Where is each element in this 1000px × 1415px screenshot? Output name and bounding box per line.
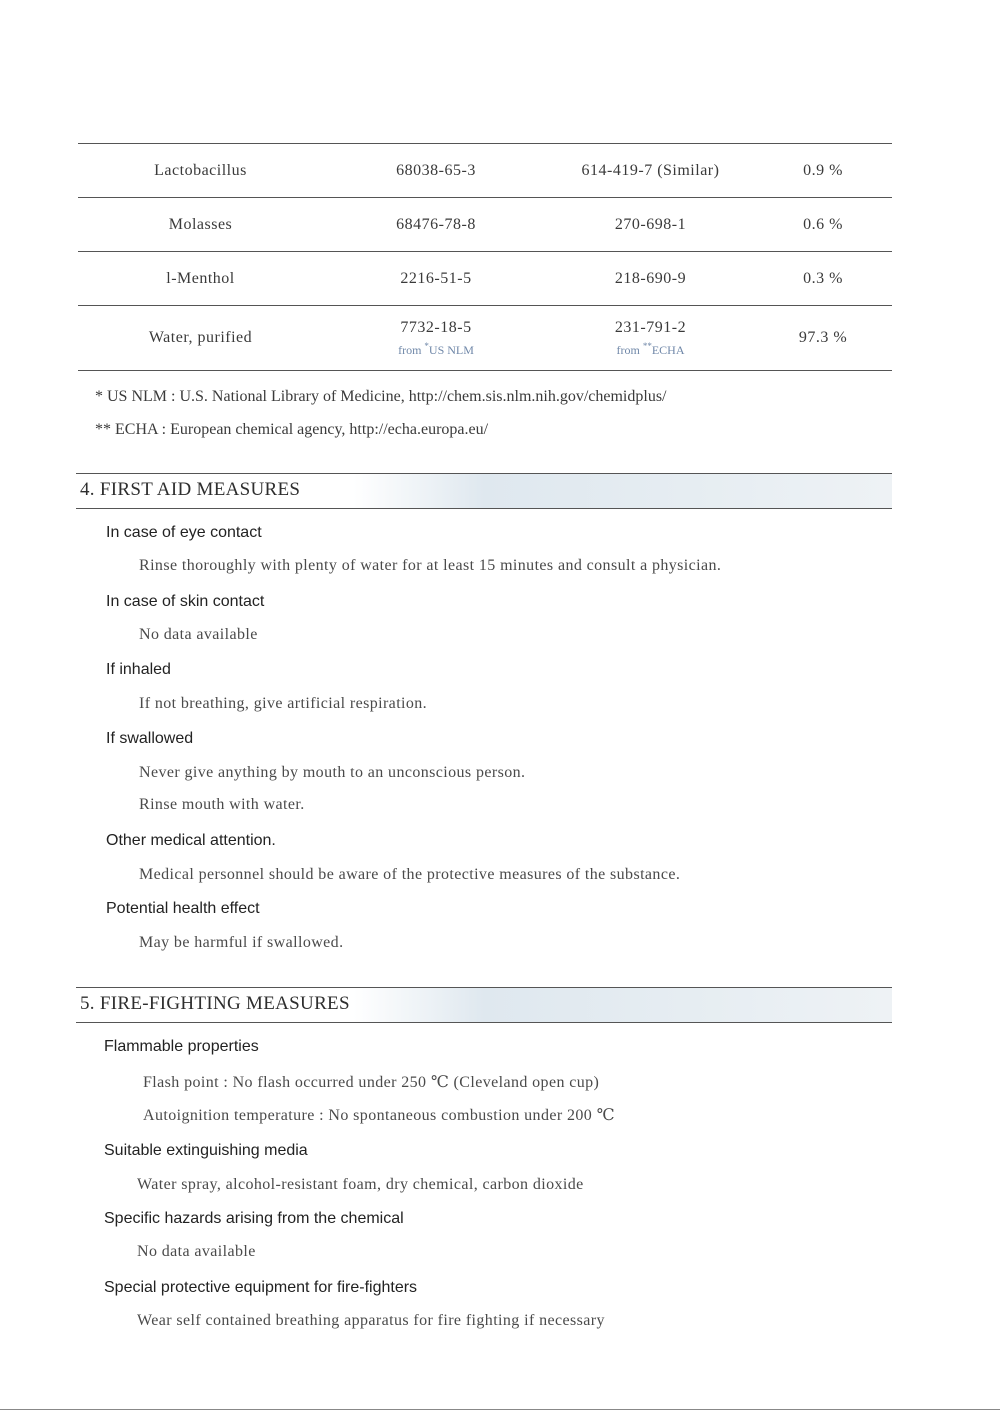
ingredient-name: Molasses [168, 215, 233, 233]
specific-hazards-text: No data available [137, 1243, 256, 1260]
cas-number: 68476-78-8 [396, 215, 476, 233]
medical-attention-text: Medical personnel should be aware of the protective measures of the substance. [139, 866, 681, 883]
health-effect-text: May be harmful if swallowed. [139, 934, 344, 951]
cas-number: 2216-51-5 [400, 269, 472, 287]
source-mark: * [424, 340, 429, 351]
flammable-heading: Flammable properties [104, 1038, 259, 1055]
protective-equipment-text: Wear self contained breathing apparatus for fire fighting if necessary [137, 1312, 605, 1329]
protective-equipment-heading: Special protective equipment for fire-fighters [104, 1279, 418, 1296]
medical-attention-heading: Other medical attention. [106, 832, 276, 849]
cas-number: 68038-65-3 [396, 161, 476, 179]
composition-table [78, 143, 892, 371]
extinguishing-media-text: Water spray, alcohol-resistant foam, dry chemical, carbon dioxide [137, 1176, 584, 1193]
flash-point-text: Flash point : No flash occurred under 250 ℃ (Cleveland open cup) [143, 1074, 600, 1091]
table-row [78, 252, 892, 306]
bottom-divider [0, 1409, 1000, 1410]
source-name: US NLM [428, 342, 474, 357]
footnote-us-nlm: * US NLM : U.S. National Library of Medicine, http://chem.sis.nlm.nih.gov/chemidplus/ [95, 388, 667, 405]
swallowed-text-1: Never give anything by mouth to an unconscious person. [139, 764, 526, 781]
source-prefix: from [616, 342, 643, 357]
health-effect-heading: Potential health effect [106, 900, 260, 917]
ec-number: 218-690-9 [614, 269, 687, 287]
ec-source [617, 341, 685, 358]
skin-contact-heading: In case of skin contact [106, 593, 265, 610]
source-mark: ** [642, 340, 652, 351]
percent-value: 0.3 % [803, 269, 843, 287]
source-name: ECHA [651, 342, 685, 357]
eye-contact-text: Rinse thoroughly with plenty of water for at least 15 minutes and consult a physician. [139, 557, 722, 574]
ec-number: 231-791-2 [614, 318, 687, 336]
cas-cell [361, 306, 511, 370]
percent-value: 97.3 % [798, 329, 848, 346]
specific-hazards-heading: Specific hazards arising from the chemical [104, 1210, 404, 1227]
inhaled-text: If not breathing, give artificial respiration. [139, 695, 428, 712]
swallowed-text-2: Rinse mouth with water. [139, 796, 305, 813]
inhaled-heading: If inhaled [106, 661, 171, 678]
cas-number: 7732-18-5 [400, 318, 472, 336]
section-header-fire-fighting [76, 987, 892, 1023]
ec-cell [548, 306, 753, 370]
percent-value: 0.9 % [803, 161, 843, 179]
section-header-first-aid [76, 473, 892, 509]
percent-value: 0.6 % [803, 215, 843, 233]
section-title: 4. FIRST AID MEASURES [80, 479, 301, 500]
ingredient-name: l-Menthol [166, 269, 235, 287]
source-prefix: from [398, 342, 425, 357]
ingredient-name: Water, purified [148, 329, 253, 346]
swallowed-heading: If swallowed [106, 730, 194, 747]
extinguishing-media-heading: Suitable extinguishing media [104, 1142, 308, 1159]
ec-number: 614-419-7 (Similar) [581, 161, 720, 179]
footnotes [95, 386, 667, 452]
table-row [78, 306, 892, 371]
ingredient-name: Lactobacillus [154, 161, 247, 179]
footnote-echa: ** ECHA : European chemical agency, http://echa.europa.eu/ [95, 421, 489, 438]
ec-number: 270-698-1 [614, 215, 687, 233]
protective-equipment-clip [130, 1310, 830, 1330]
cas-source [398, 341, 474, 358]
table-row [78, 198, 892, 252]
section-title: 5. FIRE-FIGHTING MEASURES [80, 993, 350, 1014]
skin-contact-text: No data available [139, 626, 258, 643]
table-row [78, 144, 892, 198]
autoignition-text: Autoignition temperature : No spontaneous combustion under 200 ℃ [143, 1107, 615, 1124]
eye-contact-heading: In case of eye contact [106, 524, 262, 541]
